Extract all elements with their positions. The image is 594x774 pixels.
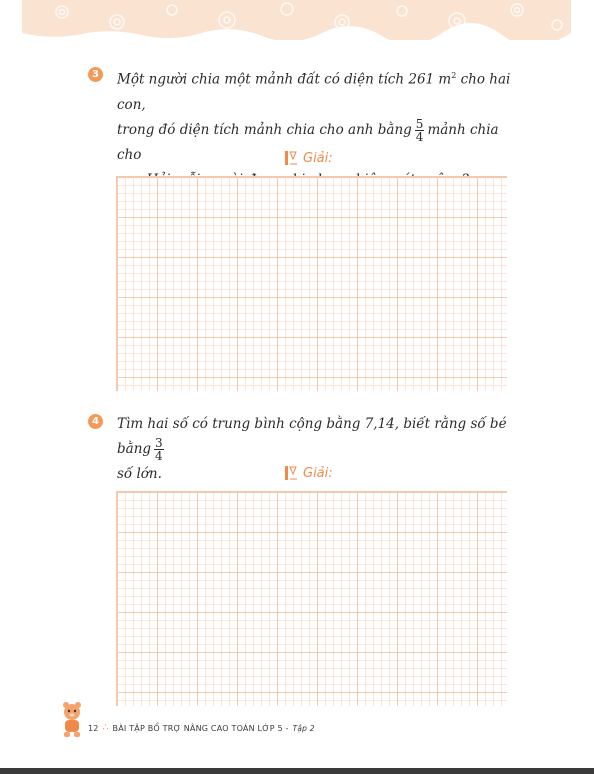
problem-4-line-1 bbox=[117, 412, 517, 462]
answer-grid-3[interactable] bbox=[116, 176, 507, 391]
fraction-numerator: 5 bbox=[415, 116, 424, 131]
solution-label-text: Giải: bbox=[303, 465, 333, 481]
page-footer bbox=[88, 723, 315, 733]
area-unit-superscript: 2 bbox=[451, 71, 457, 80]
problem-4-line-2: số lớn. bbox=[117, 466, 162, 482]
problem-3-line-2-end: mảnh chia cho bbox=[117, 121, 499, 163]
fraction-5-4 bbox=[415, 118, 425, 143]
problem-3-line-1-end: cho hai con, bbox=[117, 71, 511, 113]
flower-dots-icon: ∴ bbox=[102, 723, 109, 733]
fraction-denominator: 4 bbox=[155, 449, 163, 463]
problem-3-line-1-text: Một người chia một mảnh đất có diện tích 261 m bbox=[117, 71, 452, 88]
fraction-3-4 bbox=[154, 437, 164, 462]
problem-3-text bbox=[117, 63, 517, 193]
mascot-icon bbox=[60, 702, 84, 738]
solution-label-4 bbox=[284, 465, 333, 481]
problem-number-badge: 3 bbox=[88, 67, 103, 82]
answer-grid-4[interactable] bbox=[116, 491, 507, 706]
fraction-denominator: 4 bbox=[415, 129, 424, 144]
solution-label-text: Giải: bbox=[303, 150, 333, 166]
problem-3-line-2-start: trong đó diện tích mảnh chia cho anh bằng bbox=[117, 121, 412, 138]
book-volume: Tập 2 bbox=[292, 723, 315, 733]
bottom-edge bbox=[0, 768, 594, 774]
top-banner bbox=[22, 0, 571, 40]
fraction-numerator: 3 bbox=[155, 436, 163, 450]
problem-4-line-1-start: Tìm hai số có trung bình cộng bằng 7,14, biết rằng số bé bằng bbox=[117, 416, 507, 457]
problem-number-badge: 4 bbox=[88, 414, 103, 429]
pencil-ruler-icon bbox=[284, 150, 298, 166]
solution-label-3 bbox=[284, 150, 333, 166]
page-number: 12 bbox=[88, 723, 99, 733]
book-title: BÀI TẬP BỔ TRỢ NÂNG CAO TOÁN LỚP 5 - bbox=[112, 723, 289, 733]
banner-pattern bbox=[22, 0, 571, 40]
problem-3-line-1 bbox=[117, 63, 517, 118]
pencil-ruler-icon bbox=[284, 465, 298, 481]
